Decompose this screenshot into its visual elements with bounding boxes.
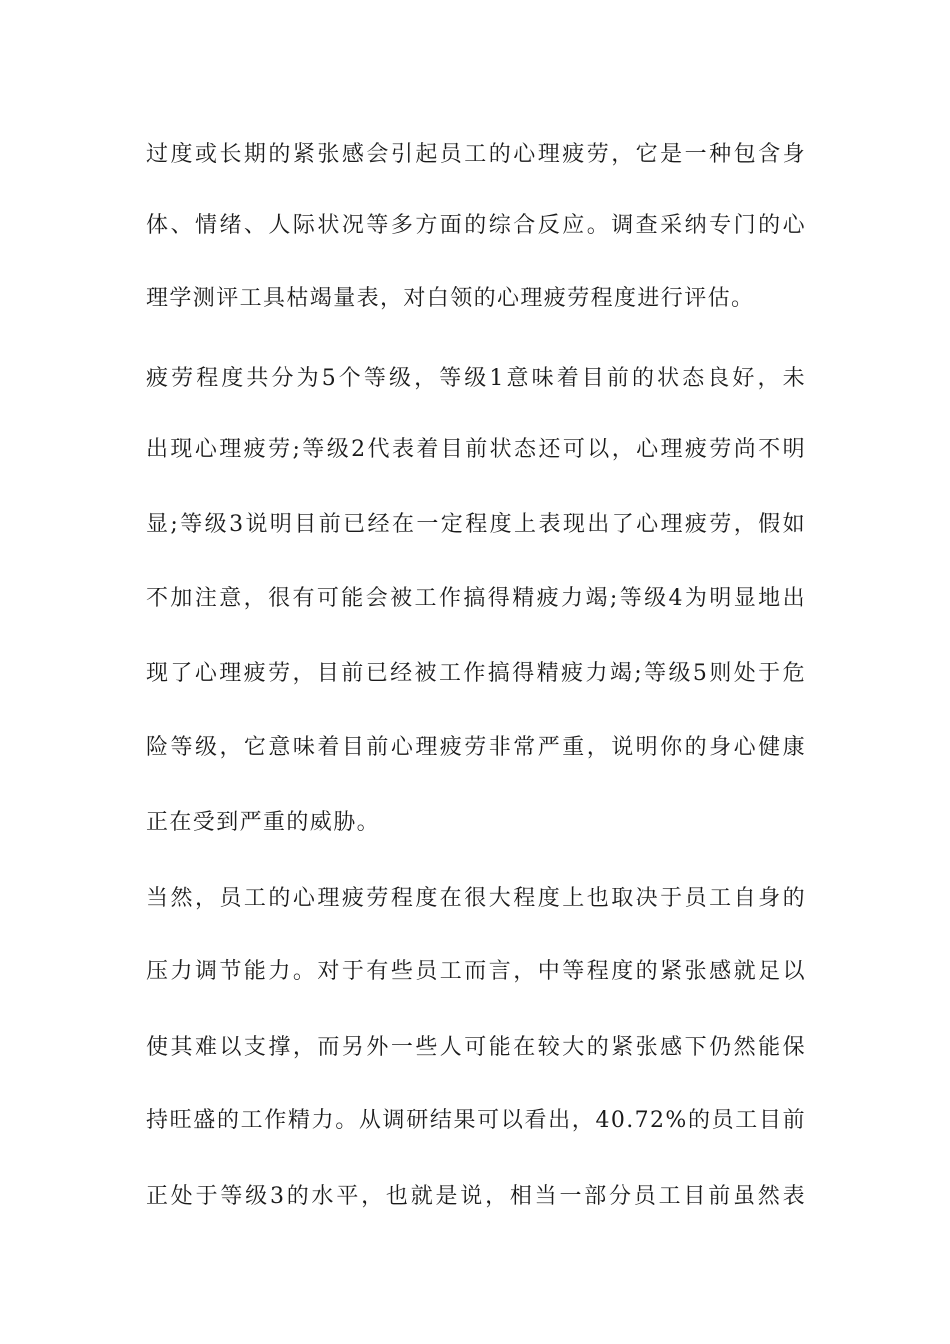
text-line: 正处于等级3的水平，也就是说，相当一部分员工目前虽然表 (146, 1184, 806, 1209)
text-line: 出现心理疲劳;等级2代表着目前状态还可以，心理疲劳尚不明 (146, 437, 806, 462)
text-line: 持旺盛的工作精力。从调研结果可以看出，40.72%的员工目前 (146, 1108, 806, 1133)
text-line: 不加注意，很有可能会被工作搞得精疲力竭;等级4为明显地出 (146, 586, 806, 611)
text-line: 过度或长期的紧张感会引起员工的心理疲劳，它是一种包含身 (146, 142, 806, 167)
text-line: 当然，员工的心理疲劳程度在很大程度上也取决于员工自身的 (146, 886, 806, 911)
text-line: 显;等级3说明目前已经在一定程度上表现出了心理疲劳，假如 (146, 512, 806, 537)
text-line: 险等级，它意味着目前心理疲劳非常严重，说明你的身心健康 (146, 735, 806, 760)
text-line: 疲劳程度共分为5个等级，等级1意味着目前的状态良好，未 (146, 366, 806, 391)
text-line: 现了心理疲劳，目前已经被工作搞得精疲力竭;等级5则处于危 (146, 661, 806, 686)
text-line: 正在受到严重的威胁。 (146, 810, 381, 835)
text-line: 体、情绪、人际状况等多方面的综合反应。调查采纳专门的心 (146, 213, 806, 238)
text-line: 使其难以支撑，而另外一些人可能在较大的紧张感下仍然能保 (146, 1035, 806, 1060)
text-line: 压力调节能力。对于有些员工而言，中等程度的紧张感就足以 (146, 959, 806, 984)
text-line: 理学测评工具枯竭量表，对白领的心理疲劳程度进行评估。 (146, 286, 755, 311)
